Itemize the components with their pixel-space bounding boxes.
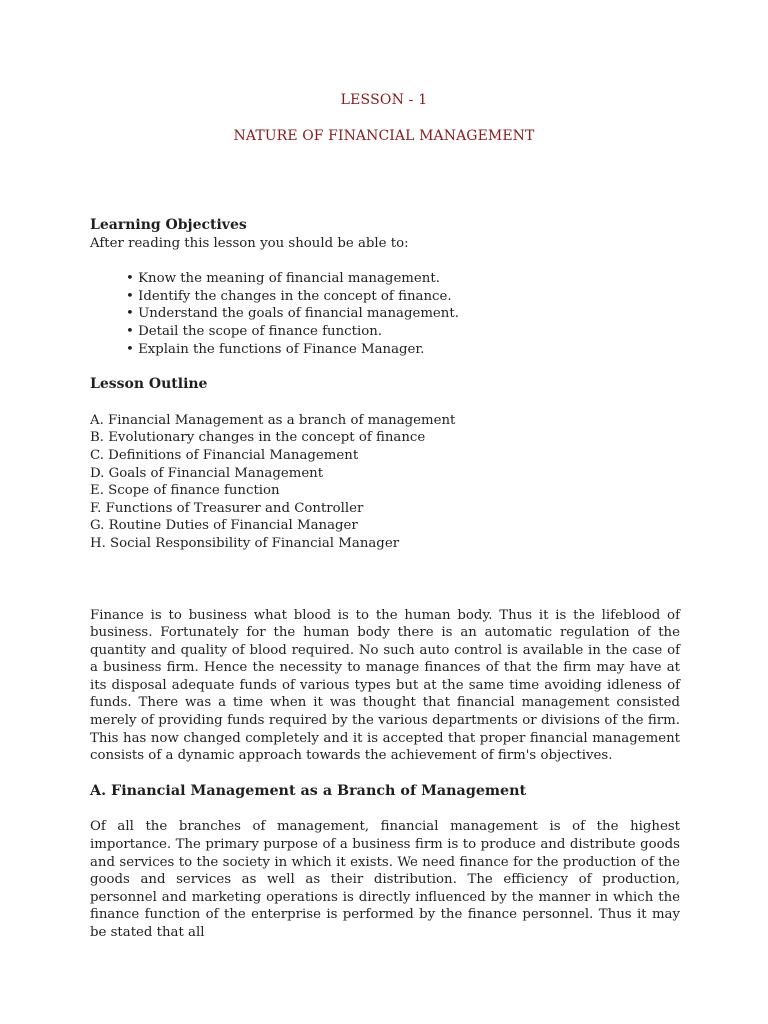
outline-item: D. Goals of Financial Management xyxy=(90,465,324,481)
intro-paragraph: Finance is to business what blood is to the human body. Thus it is the lifeblood of business. Fortunately for the human body there is an automatic regulation of the quantity and quality of blood required. No such auto control is available in the case of a business firm. Hence the necessity to manage finances of that the firm may have at its disposal adequate funds of various types but at the same time avoiding idleness of funds. There was a time when it was thought that financial management consisted merely of providing funds required by the various departments or divisions of the firm. This has now changed completely and it is accepted that proper financial management consists of a dynamic approach towards the achievement of firm's objectives. xyxy=(90,607,680,764)
objective-item: • Understand the goals of financial management. xyxy=(126,305,680,323)
outline-item: F. Functions of Treasurer and Controller xyxy=(90,500,364,516)
lesson-content xyxy=(90,217,680,942)
objective-item: • Identify the changes in the concept of finance. xyxy=(126,288,680,306)
lesson-number: LESSON - 1 xyxy=(340,92,428,108)
learning-objectives-heading: Learning Objectives xyxy=(90,217,247,233)
objectives-intro: After reading this lesson you should be able to: xyxy=(90,235,409,251)
objective-item: • Explain the functions of Finance Manager. xyxy=(126,341,680,359)
outline-item: A. Financial Management as a branch of management xyxy=(90,412,456,428)
outline-item: C. Definitions of Financial Management xyxy=(90,447,359,463)
objectives-list xyxy=(126,270,680,358)
section-a-paragraph: Of all the branches of management, financial management is of the highest importance. The primary purpose of a business firm is to produce and distribute goods and services to the society in which it exists. We need finance for the production of the goods and services as well as their distribution. The efficiency of production, personnel and marketing operations is directly influenced by the manner in which the finance function of the enterprise is performed by the finance personnel. Thus it may be stated that all xyxy=(90,819,680,940)
outline-item: G. Routine Duties of Financial Manager xyxy=(90,518,358,534)
outline-item: B. Evolutionary changes in the concept of finance xyxy=(90,430,426,446)
objective-item: • Know the meaning of financial management. xyxy=(126,270,680,288)
lesson-title: NATURE OF FINANCIAL MANAGEMENT xyxy=(233,128,535,144)
outline-list xyxy=(90,412,680,553)
objective-item: • Detail the scope of finance function. xyxy=(126,323,680,341)
outline-item: H. Social Responsibility of Financial Manager xyxy=(90,535,400,551)
lesson-outline-heading: Lesson Outline xyxy=(90,376,208,393)
section-a-heading: A. Financial Management as a Branch of Management xyxy=(90,782,527,799)
outline-item: E. Scope of finance function xyxy=(90,483,280,499)
